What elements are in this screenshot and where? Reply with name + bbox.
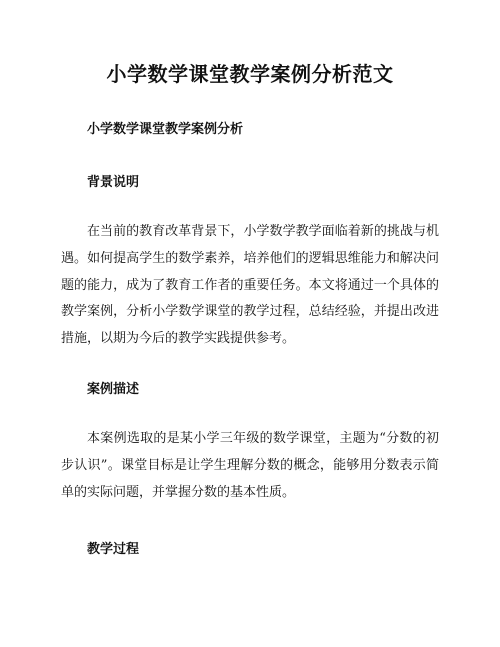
document-title: 小学数学课堂教学案例分析范文: [106, 62, 394, 86]
document-subtitle: 小学数学课堂教学案例分析: [87, 122, 244, 137]
section-paragraph-case-description: 本案例选取的是某小学三年级的数学课堂，主题为“分数的初步认识”。课堂目标是让学生理解分数的概念，能够用分数表示简单的实际问题，并掌握分数的基本性质。: [61, 431, 439, 500]
section-paragraph-background: 在当前的教育改革背景下，小学数学教学面临着新的挑战与机遇。如何提高学生的数学素养，培养他们的逻辑思维能力和解决问题的能力，成为了教育工作者的重要任务。本文将通过一个具体的教学案例，分析小学数学课堂的教学过程，总结经验，并提出改进措施，以期为今后的教学实践提供参考。: [61, 224, 439, 347]
section-heading-case-description: 案例描述: [87, 382, 140, 397]
section-heading-teaching-process: 教学过程: [87, 542, 140, 557]
section-heading-background: 背景说明: [87, 175, 140, 190]
